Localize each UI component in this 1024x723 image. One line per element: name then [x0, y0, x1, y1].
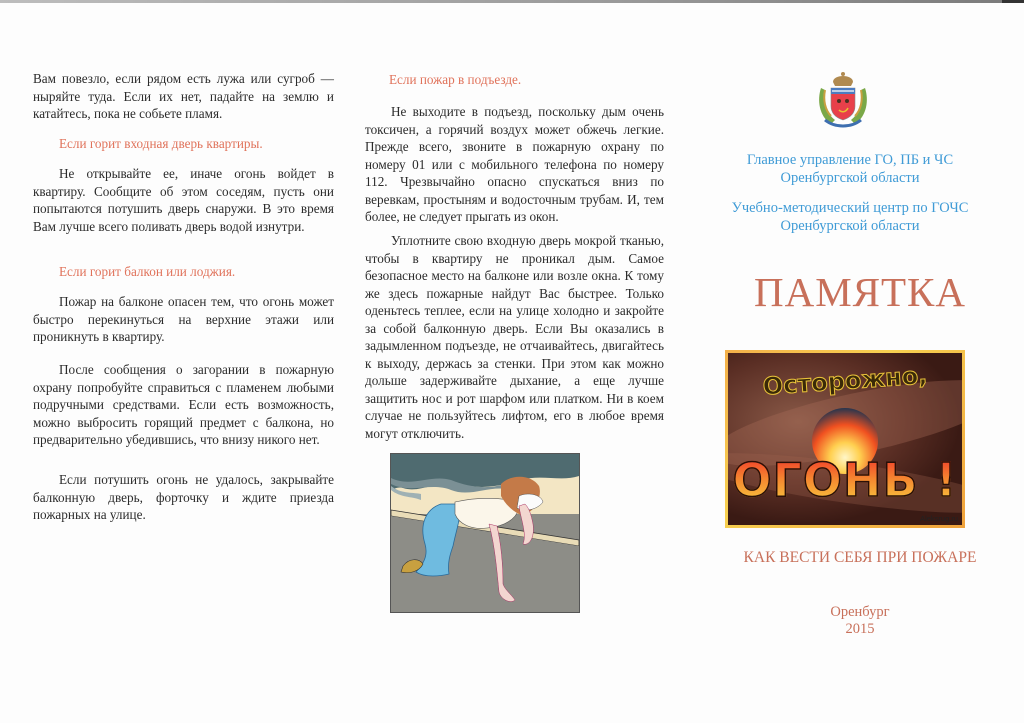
publication-city: Оренбург [830, 604, 890, 620]
paragraph-stairwell-2: Уплотните свою входную дверь мокрой тканью, чтобы в квартиру не проникал дым. Самое безопасное место на балконе или возле окна. К тому же здесь пожарные найдут Вас быстрее. Только оденьтесь теплее, если на улице холодно и закройте за собой балконную дверь. Если Вы оказались в задымленном подъезде, не отчаивайтесь, двигайтесь к выходу, держась за стенки. При этом как можно дольше задерживайте дыхание, а еще лучше защитить нос и рот шарфом или платком. Ни в коем случае не пользуйтесь лифтом, его в любое время могут отключить. [365, 233, 664, 441]
publication-info [700, 604, 1020, 638]
person-crawling-illustration [390, 453, 580, 613]
leaflet-subtitle: КАК ВЕСТИ СЕБЯ ПРИ ПОЖАРЕ [743, 549, 977, 566]
heading-balcony-fire: Если горит балкон или лоджия. [59, 264, 236, 279]
org-2-line-2: Оренбургской области [780, 218, 920, 234]
caution-fire-poster [725, 350, 965, 528]
paragraph-balcony-2: После сообщения о загорании в пожарную охрану попробуйте справиться с пламенем любыми подручными средствами. Если есть возможность, можно выбросить горящий предмет с балкона, но предварительно убедившись, что внизу никого нет. [33, 362, 334, 447]
org-2-line-1: Учебно-методический центр по ГОЧС [731, 200, 969, 216]
poster-credit: Aleksrug.ru [920, 514, 958, 523]
paragraph-balcony-3: Если потушить огонь не удалось, закрывайте балконную дверь, форточку и ждите приезда пожарных на улице. [33, 472, 334, 522]
poster-background [728, 353, 962, 525]
orenburg-coat-of-arms-icon [815, 70, 871, 130]
org-1-line-2: Оренбургской области [780, 170, 920, 186]
leaflet-title: ПАМЯТКА [753, 269, 967, 315]
paragraph-balcony-1: Пожар на балконе опасен тем, что огонь может быстро перекинуться на верхние этажи или проникнуть в квартиру. [33, 294, 334, 344]
poster-top-text: Осторожно, [761, 361, 929, 401]
intro-paragraph: Вам повезло, если рядом есть лужа или сугроб — ныряйте туда. Если их нет, падайте на землю и катайтесь, пока не собьете пламя. [33, 71, 334, 121]
org-1-line-1: Главное управление ГО, ПБ и ЧС [746, 152, 954, 168]
scan-top-edge-corner [1002, 0, 1024, 3]
paragraph-door-fire: Не открывайте ее, иначе огонь войдет в квартиру. Сообщите об этом соседям, пусть они попытаются потушить дверь снаружи. В это время Вам лучше всего поливать дверь водой изнутри. [33, 166, 334, 234]
scan-top-edge [0, 0, 1024, 3]
heading-stairwell-fire: Если пожар в подъезде. [389, 72, 522, 87]
poster-bottom-text: ОГОНЬ ! [728, 453, 962, 507]
paragraph-stairwell-1: Не выходите в подъезд, поскольку дым очень токсичен, а горячий воздух может обжечь легкие. Прежде всего, звоните в пожарную охрану по номеру 01 или с мобильного телефона по номеру 112. Чрезвычайно опасно спускаться вниз по веревкам, простыням и водосточным трубам. И, тем более, не следует прыгать из окон. [365, 104, 664, 224]
heading-door-fire: Если горит входная дверь квартиры. [59, 136, 263, 151]
publication-year: 2015 [845, 621, 875, 637]
